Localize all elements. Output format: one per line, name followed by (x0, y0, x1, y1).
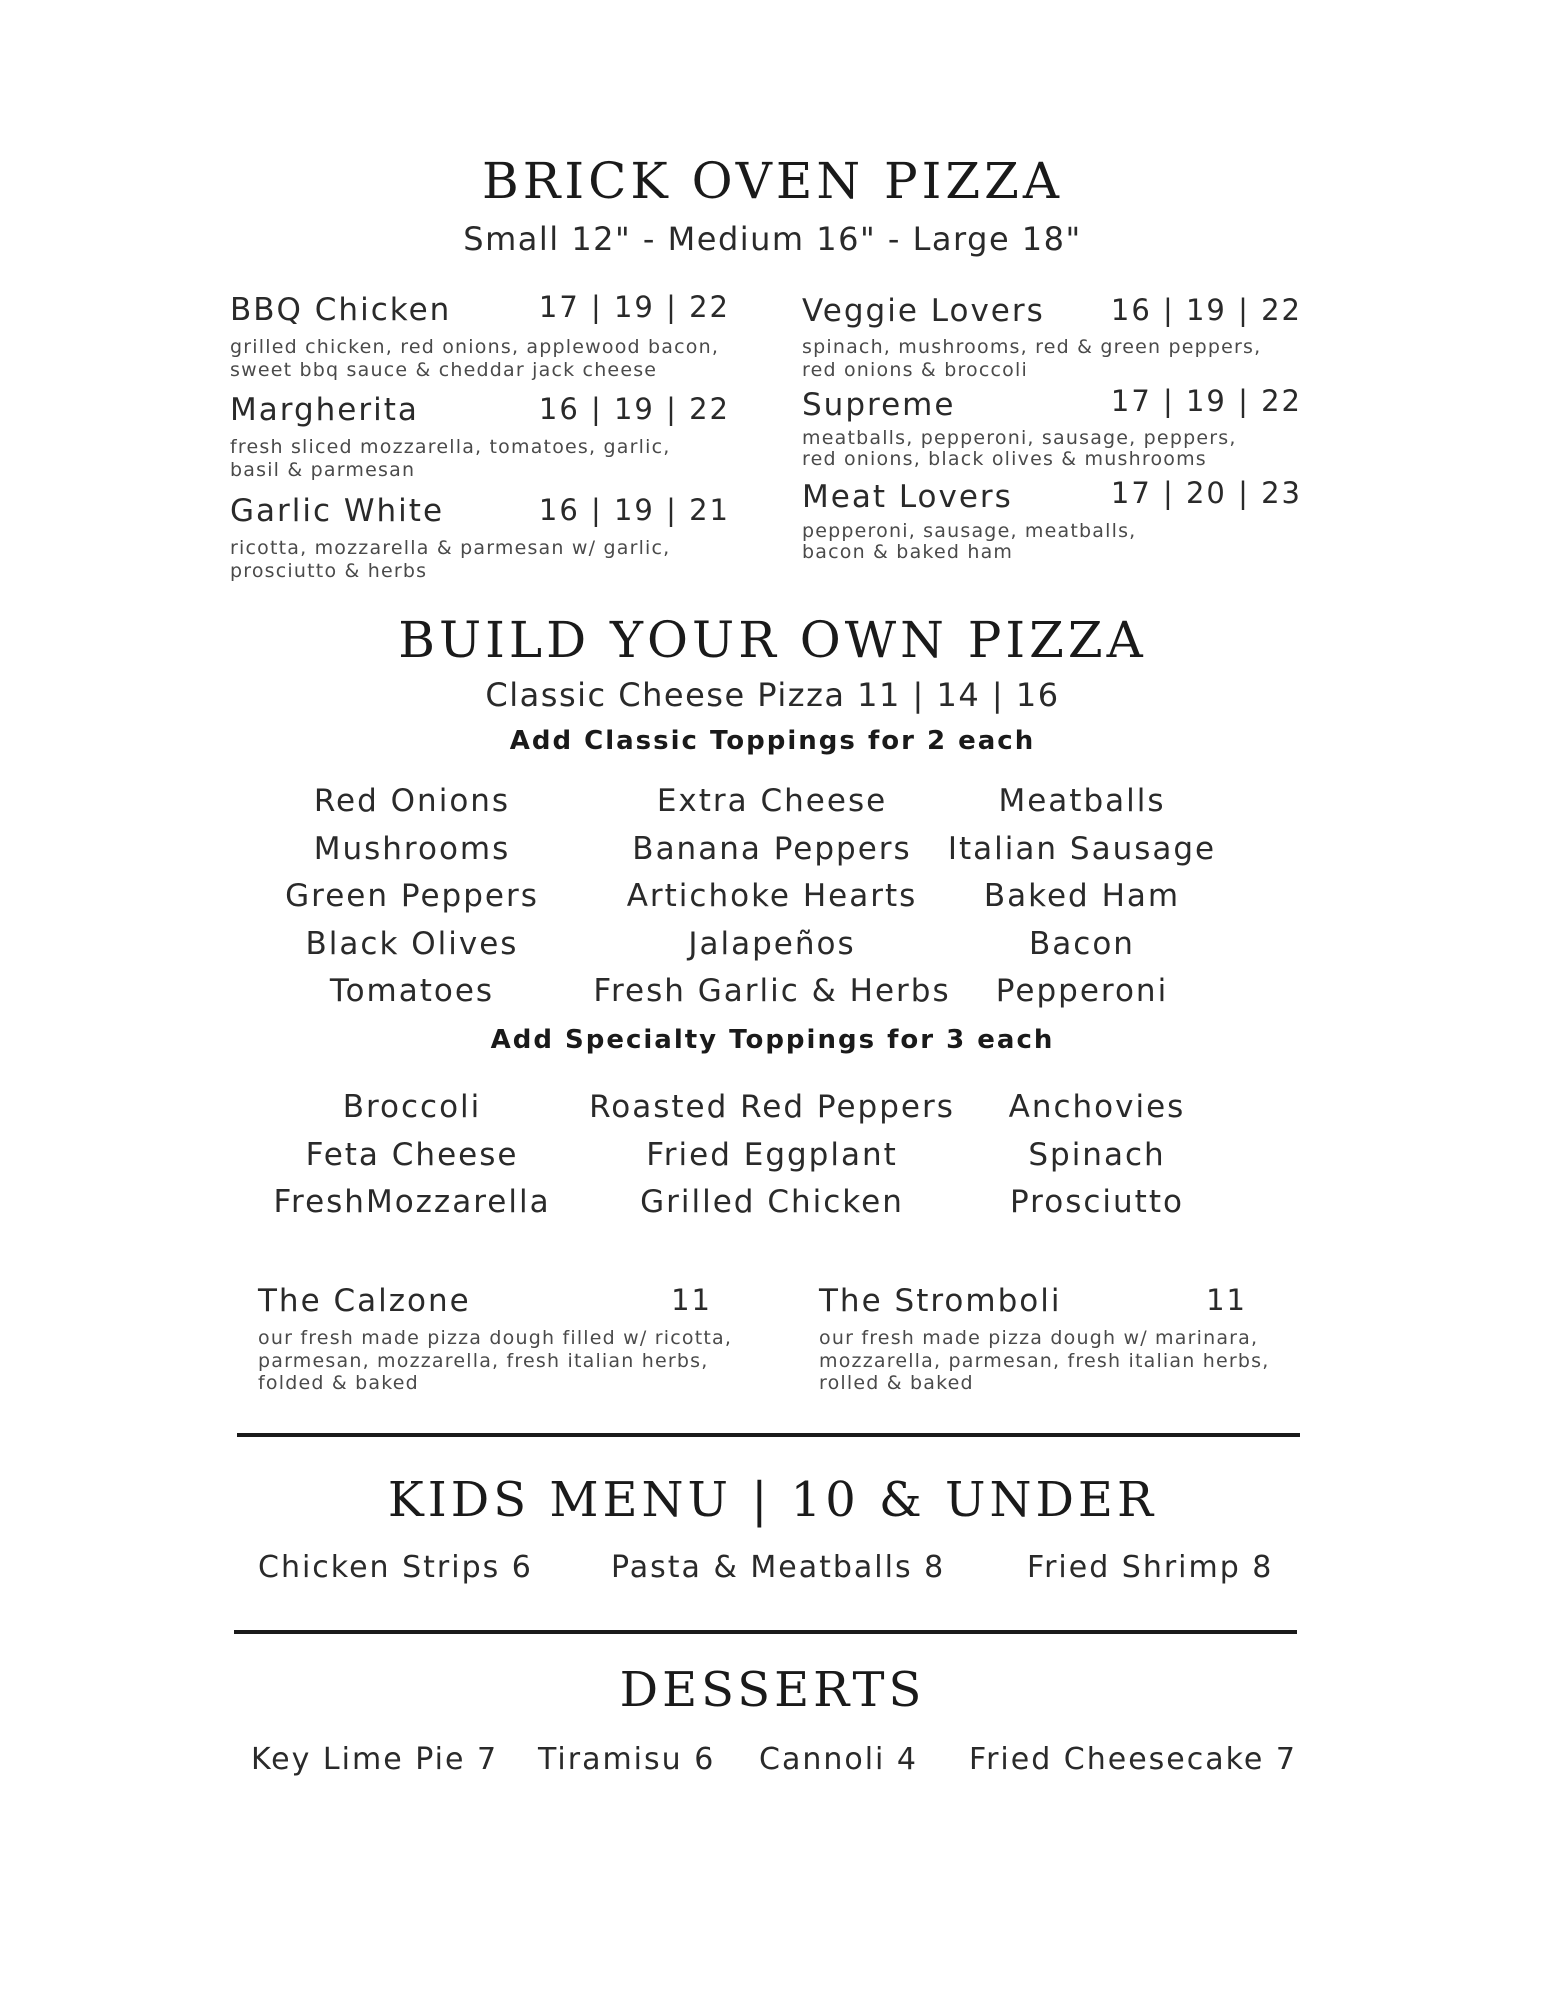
item-desc: red onions & broccoli (802, 359, 1028, 381)
topping-item: Tomatoes (329, 973, 495, 1009)
brick-oven-sizes: Small 12" - Medium 16" - Large 18" (463, 220, 1082, 258)
topping-item: Anchovies (1008, 1089, 1186, 1125)
item-desc: folded & baked (258, 1372, 419, 1394)
desserts-title: DESSERTS (619, 1662, 926, 1718)
kids-item: Fried Shrimp 8 (1027, 1550, 1274, 1585)
topping-item: Green Peppers (285, 878, 539, 914)
specialty-toppings-col-2 (577, 1089, 967, 1232)
specialty-toppings-heading: Add Specialty Toppings for 3 each (490, 1025, 1055, 1055)
topping-item: Artichoke Hearts (626, 878, 918, 914)
topping-item: Extra Cheese (656, 783, 888, 819)
classic-cheese-pizza: Classic Cheese Pizza 11 | 14 | 16 (485, 676, 1060, 714)
item-desc: grilled chicken, red onions, applewood bacon, (230, 336, 720, 358)
topping-item: Fresh Garlic & Herbs (593, 973, 951, 1009)
specialty-toppings-col-1 (232, 1089, 592, 1232)
build-your-own-title: BUILD YOUR OWN PIZZA (398, 611, 1147, 669)
item-desc: bacon & baked ham (802, 541, 1014, 563)
topping-item: Fried Eggplant (646, 1136, 898, 1173)
kids-menu-title: KIDS MENU | 10 & UNDER (387, 1472, 1158, 1528)
item-desc: pepperoni, sausage, meatballs, (802, 520, 1137, 542)
item-desc: sweet bbq sauce & cheddar jack cheese (230, 359, 658, 381)
item-name: Veggie Lovers (802, 293, 1045, 329)
item-desc: prosciutto & herbs (230, 560, 428, 582)
item-price: 17 | 19 | 22 (1110, 384, 1302, 418)
item-name: Garlic White (230, 493, 445, 529)
item-price: 11 (671, 1283, 712, 1317)
topping-item: Broccoli (342, 1089, 482, 1125)
dessert-item: Fried Cheesecake 7 (969, 1742, 1298, 1777)
item-desc: our fresh made pizza dough w/ marinara, (819, 1327, 1259, 1349)
item-desc: mozzarella, parmesan, fresh italian herbs, (819, 1350, 1270, 1372)
topping-item: Red Onions (313, 783, 511, 819)
classic-toppings-col-3 (917, 783, 1247, 1021)
item-price: 16 | 19 | 21 (538, 493, 730, 527)
item-name: Margherita (230, 392, 419, 428)
item-price: 16 | 19 | 22 (1110, 293, 1302, 327)
kids-item: Chicken Strips 6 (258, 1550, 533, 1585)
kids-item: Pasta & Meatballs 8 (611, 1550, 946, 1585)
topping-item: Italian Sausage (947, 830, 1217, 867)
brick-oven-title: BRICK OVEN PIZZA (482, 152, 1063, 210)
topping-item: Pepperoni (995, 973, 1169, 1009)
item-name: Supreme (802, 387, 956, 423)
item-desc: fresh sliced mozzarella, tomatoes, garlic, (230, 436, 671, 458)
dessert-item: Key Lime Pie 7 (251, 1742, 499, 1777)
topping-item: Baked Ham (983, 878, 1181, 914)
classic-toppings-heading: Add Classic Toppings for 2 each (509, 726, 1036, 756)
item-price: 17 | 20 | 23 (1110, 476, 1302, 510)
item-desc: parmesan, mozzarella, fresh italian herbs, (258, 1350, 709, 1372)
item-desc: ricotta, mozzarella & parmesan w/ garlic, (230, 537, 671, 559)
item-desc: rolled & baked (819, 1372, 974, 1394)
item-name: The Calzone (258, 1283, 471, 1319)
topping-item: Meatballs (998, 783, 1166, 819)
topping-item: Jalapeños (688, 925, 856, 962)
topping-item: Black Olives (305, 925, 519, 962)
item-desc: red onions, black olives & mushrooms (802, 448, 1207, 470)
item-name: Meat Lovers (802, 479, 1013, 515)
topping-item: Roasted Red Peppers (589, 1089, 955, 1125)
dessert-item: Tiramisu 6 (538, 1742, 716, 1777)
topping-item: Feta Cheese (305, 1136, 519, 1173)
item-desc: basil & parmesan (230, 459, 416, 481)
section-divider (234, 1630, 1297, 1634)
topping-item: Mushrooms (313, 830, 511, 867)
topping-item: Grilled Chicken (640, 1184, 904, 1220)
specialty-toppings-col-3 (932, 1089, 1262, 1232)
topping-item: Banana Peppers (632, 830, 912, 867)
topping-item: Bacon (1029, 925, 1135, 962)
topping-item: Prosciutto (1010, 1184, 1184, 1220)
dessert-item: Cannoli 4 (759, 1742, 919, 1777)
item-desc: spinach, mushrooms, red & green peppers, (802, 336, 1262, 358)
item-name: BBQ Chicken (230, 292, 452, 328)
topping-item: Spinach (1028, 1136, 1166, 1173)
classic-toppings-col-1 (232, 783, 592, 1021)
item-name: The Stromboli (819, 1283, 1062, 1319)
item-desc: meatballs, pepperoni, sausage, peppers, (802, 427, 1237, 449)
item-price: 17 | 19 | 22 (538, 290, 730, 324)
item-desc: our fresh made pizza dough filled w/ ricotta, (258, 1327, 733, 1349)
item-price: 16 | 19 | 22 (538, 392, 730, 426)
topping-item: FreshMozzarella (273, 1184, 551, 1220)
classic-toppings-col-2 (577, 783, 967, 1021)
section-divider (237, 1433, 1300, 1437)
item-price: 11 (1206, 1283, 1247, 1317)
